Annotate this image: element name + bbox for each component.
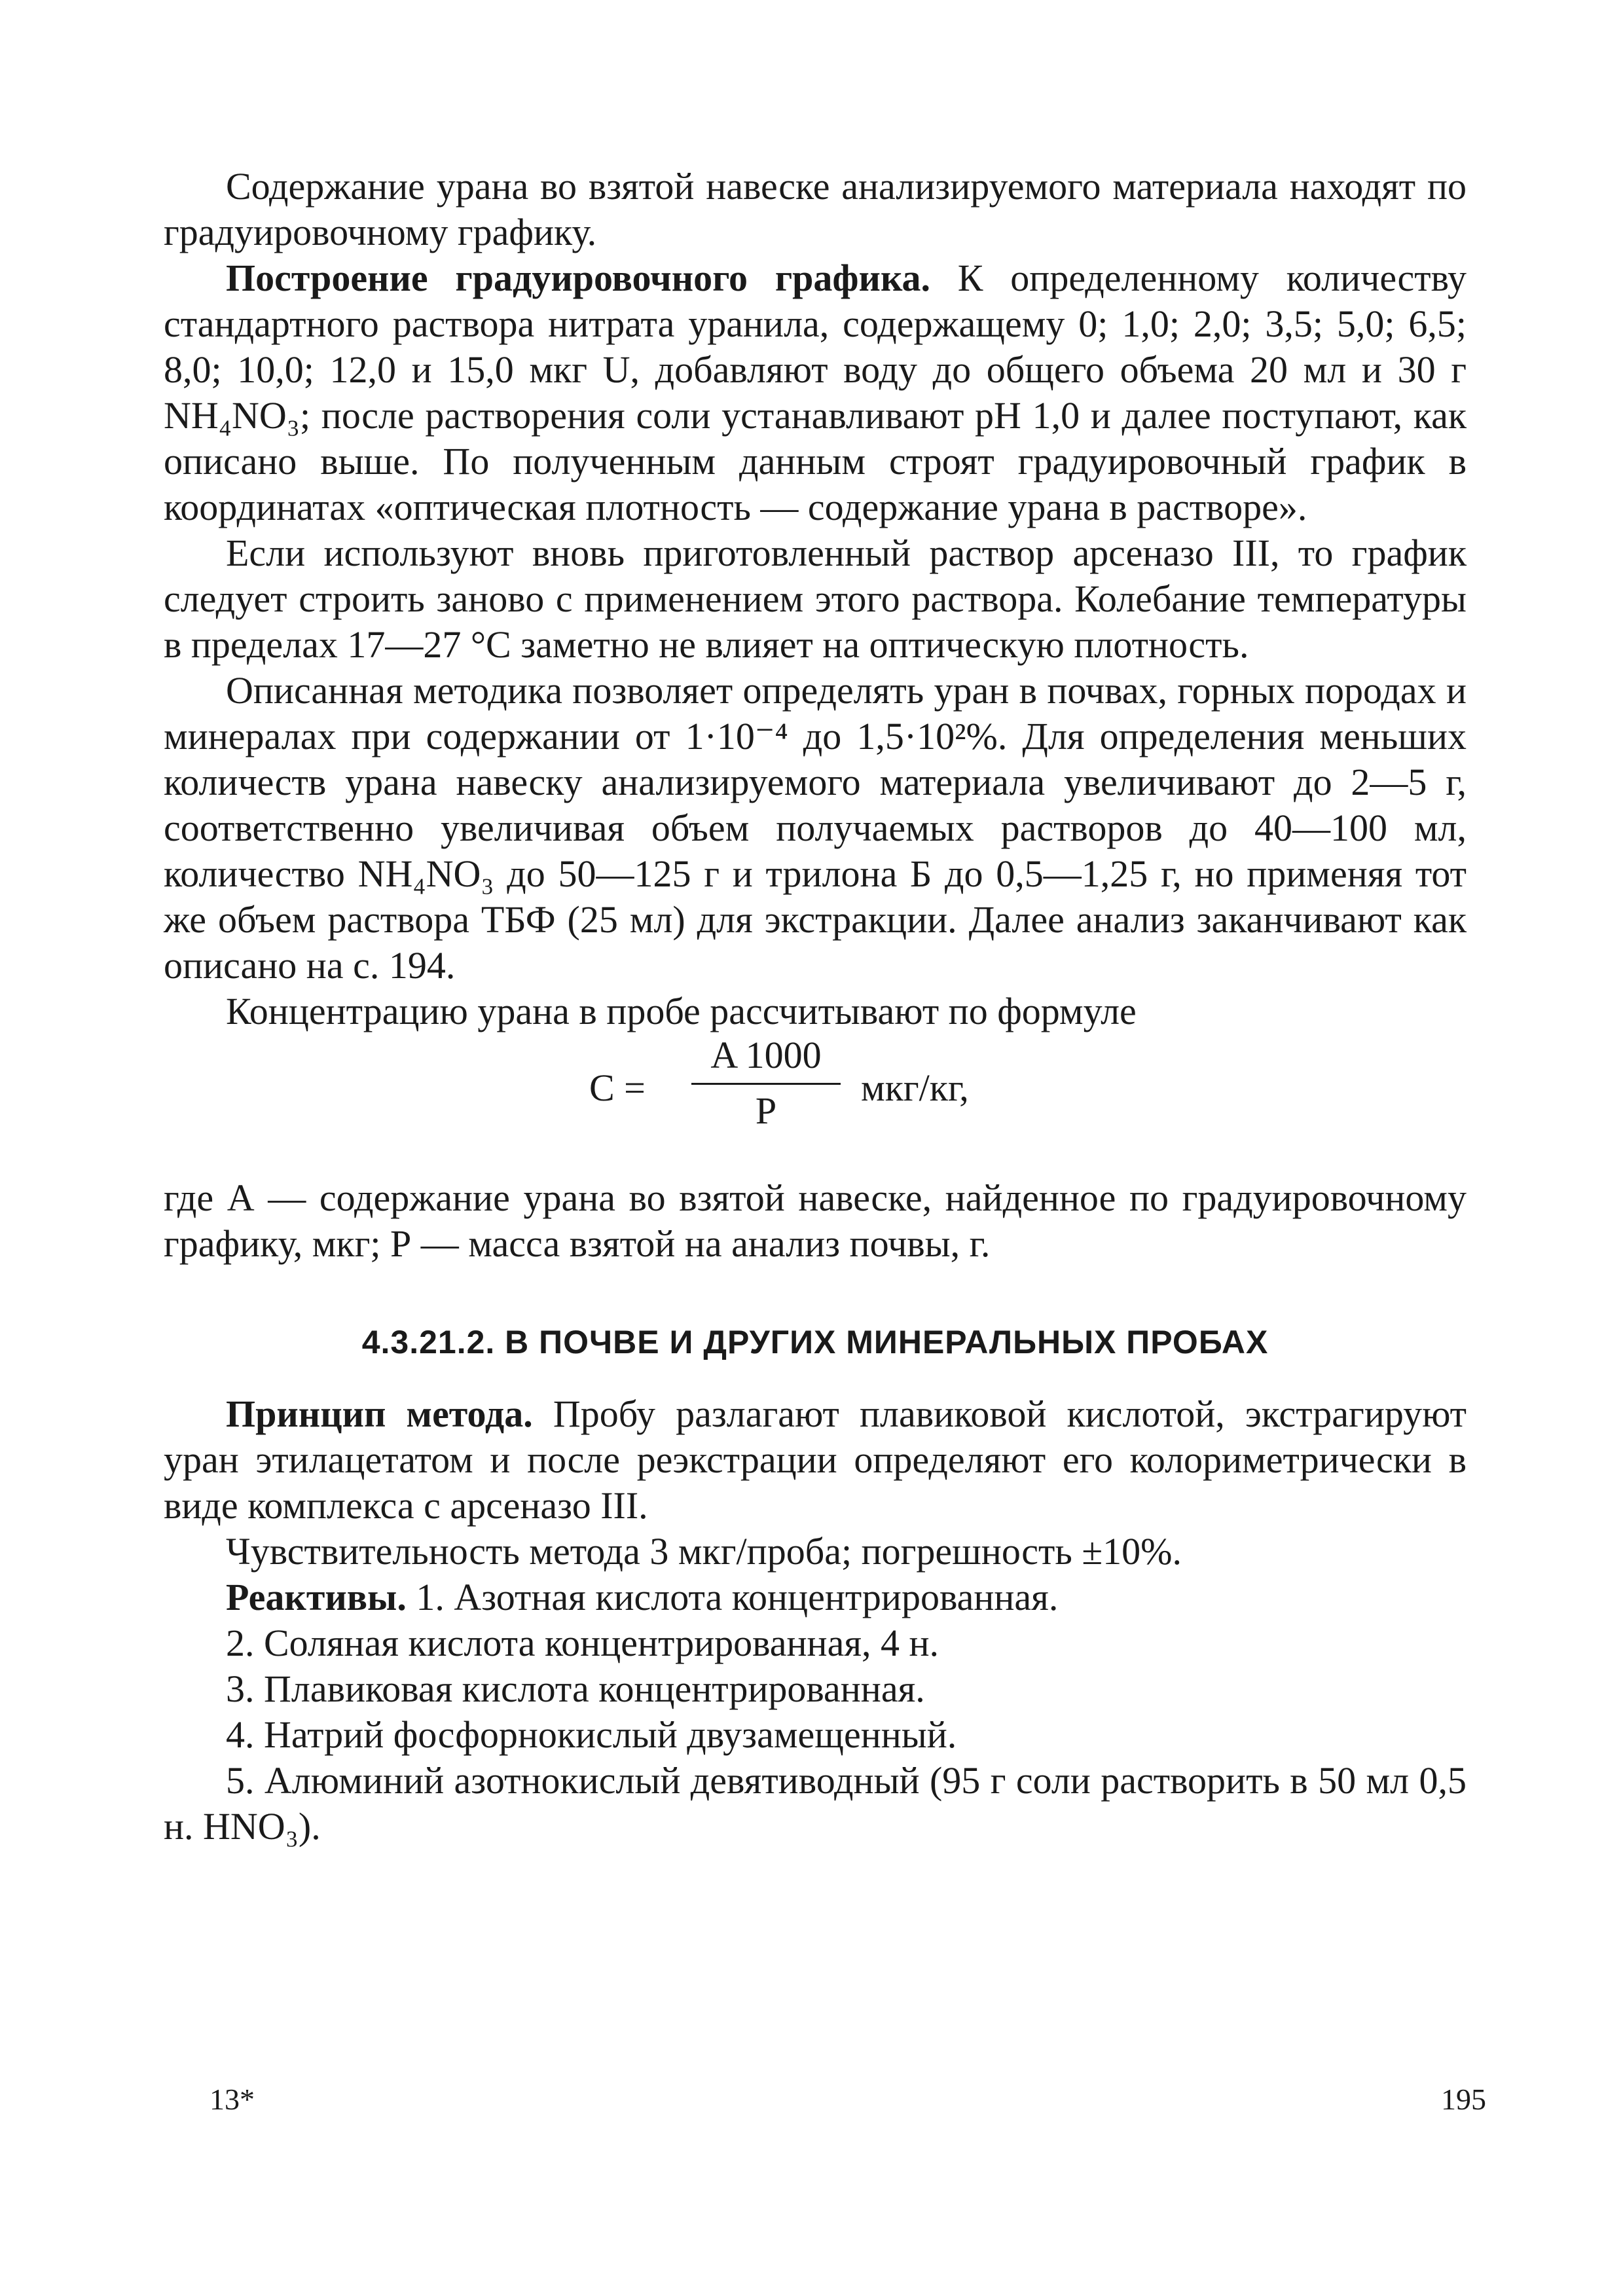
runin-calibration: Построение градуировочного графика. xyxy=(226,257,931,299)
reagent-item xyxy=(164,1575,1467,1620)
formula-numerator: A 1000 xyxy=(710,1034,822,1076)
formula-unit: мкг/кг, xyxy=(861,1066,969,1109)
formula-lhs: C = xyxy=(589,1066,646,1109)
page-body xyxy=(164,164,1467,1850)
paragraph-calibration xyxy=(164,255,1467,530)
formula-denominator: P xyxy=(755,1089,777,1132)
reagent-item: 5. Алюминий азотнокислый девятиводный (95 г соли растворить в 50 мл 0,5 н. HNO₃). xyxy=(164,1759,1467,1848)
formula-fraction xyxy=(687,1034,845,1132)
paragraph-arsenazo: Если используют вновь приготовленный раствор арсеназо III, то график следует строить заново с применением этого раствора. Колебание температуры в пределах 17—27 °С заметно не влияет на оптическую плотность. xyxy=(164,532,1467,666)
text-principle: Пробу разлагают плавиковой кислотой, экстрагируют уран этилацетатом и после реэкстрации определяют его колориметрически в виде комплекса с арсеназо III. xyxy=(164,1393,1467,1527)
paragraph-result: Содержание урана во взятой навеске анализируемого материала находят по градуировочному графику. xyxy=(164,165,1467,253)
paragraph-formula-intro: Концентрацию урана в пробе рассчитывают по формуле xyxy=(226,990,1137,1032)
signature-mark: 13* xyxy=(210,2083,255,2116)
paragraph-method-range: Описанная методика позволяет определять уран в почвах, горных породах и минералах при содержании от 1·10⁻⁴ до 1,5·10²%. Для определения меньших количеств урана навеску анализируемого материала увеличивают до 2—5 г, соответственно увеличивая объем получаемых растворов до 40—100 мл, количество NH₄NO₃ до 50—125 г и трилона Б до 0,5—1,25 г, но применяя тот же объем раствора ТБФ (25 мл) для экстракции. Далее анализ заканчивают как описано на с. 194. xyxy=(164,669,1467,987)
reagent-item-text: 1. Азотная кислота концентрированная. xyxy=(416,1576,1059,1618)
reagent-item: 3. Плавиковая кислота концентрированная. xyxy=(226,1667,925,1710)
section-heading: 4.3.21.2. В ПОЧВЕ И ДРУГИХ МИНЕРАЛЬНЫХ ПРОБАХ xyxy=(361,1324,1269,1360)
reagent-item: 4. Натрий фосфорнокислый двузамещенный. xyxy=(226,1713,957,1756)
fraction-bar xyxy=(691,1083,841,1085)
reagent-item: 2. Соляная кислота концентрированная, 4 н. xyxy=(226,1622,939,1664)
paragraph-formula-legend: где А — содержание урана во взятой навеске, найденное по градуировочному графику, мкг; Р — масса взятой на анализ почвы, г. xyxy=(164,1176,1467,1265)
runin-principle: Принцип метода. xyxy=(226,1393,533,1435)
page-number: 195 xyxy=(1441,2083,1486,2116)
concentration-formula xyxy=(164,1034,1467,1175)
paragraph-sensitivity: Чувствительность метода 3 мкг/проба; погрешность ±10%. xyxy=(226,1530,1182,1573)
runin-reagents: Реактивы. xyxy=(226,1576,407,1618)
text-calibration: К определенному количеству стандартного раствора нитрата уранила, содержащему 0; 1,0; 2,0; 3,5; 5,0; 6,5; 8,0; 10,0; 12,0 и 15,0 мкг U, добавляют воду до общего объема 20 мл и 30 г NH₄NO₃; после растворения соли устанавливают pH 1,0 и далее поступают, как описано выше. По полученным данным строят градуировочный график в координатах «оптическая плотность — содержание урана в растворе». xyxy=(164,257,1467,528)
paragraph-principle xyxy=(164,1391,1467,1529)
